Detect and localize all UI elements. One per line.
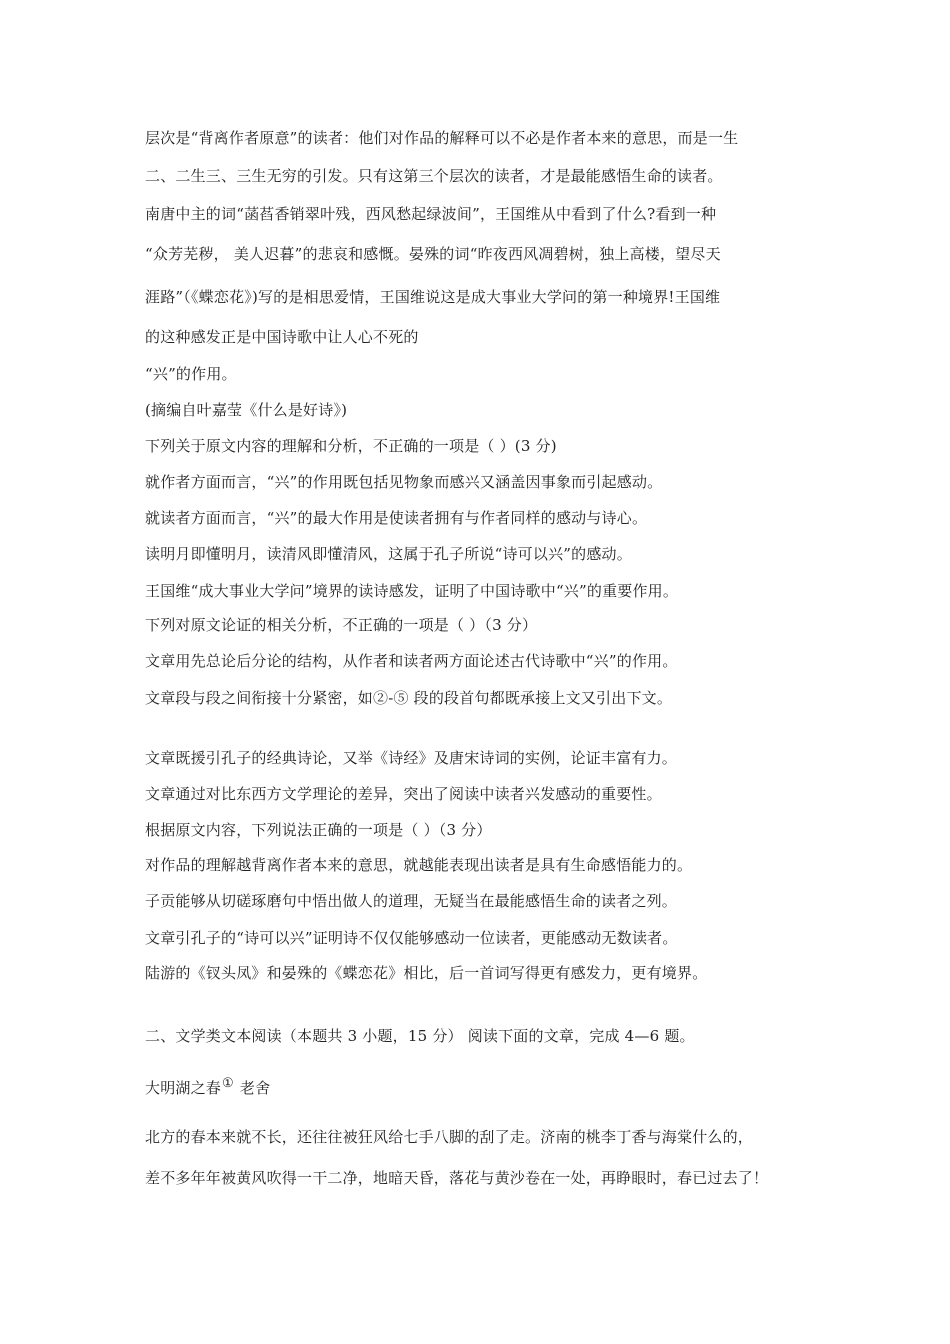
option-line: 对作品的理解越背离作者本来的意思，就越能表现出读者是具有生命感悟能力的。 xyxy=(145,856,693,874)
text-line: 涯路”（《蝶恋花》)写的是相思爱情，王国维说这是成大事业大学问的第一种境界!王国维 xyxy=(145,288,721,306)
option-line: 文章用先总论后分论的结构，从作者和读者两方面论述古代诗歌中“兴”的作用。 xyxy=(145,652,678,670)
footnote-mark: ① xyxy=(222,1076,234,1091)
body-line: 差不多年年被黄风吹得一干二净，地暗天昏，落花与黄沙卷在一处，再睁眼时，春已过去了！ xyxy=(145,1169,769,1187)
article-title-text: 大明湖之春 xyxy=(145,1079,222,1097)
text-line: 的这种感发正是中国诗歌中让人心不死的 xyxy=(145,328,419,346)
text-line: 南唐中主的词“菡萏香销翠叶残，西风愁起绿波间”，王国维从中看到了什么?看到一种 xyxy=(145,205,717,223)
question-2: 下列对原文论证的相关分析，不正确的一项是（ ）（3 分） xyxy=(145,616,538,634)
option-line: 就读者方面而言，“兴”的最大作用是使读者拥有与作者同样的感动与诗心。 xyxy=(145,509,648,527)
option-line: 就作者方面而言，“兴”的作用既包括见物象而感兴又涵盖因事象而引起感动。 xyxy=(145,473,663,491)
option-line: 文章既援引孔子的经典诗论，又举《诗经》及唐宋诗词的实例，论证丰富有力。 xyxy=(145,749,678,767)
body-line: 北方的春本来就不长，还往往被狂风给七手八脚的刮了走。济南的桃李丁香与海棠什么的， xyxy=(145,1128,754,1146)
option-line: 读明月即懂明月，读清风即懂清风，这属于孔子所说“诗可以兴”的感动。 xyxy=(145,545,632,563)
option-line: 文章引孔子的“诗可以兴”证明诗不仅仅能够感动一位读者，更能感动无数读者。 xyxy=(145,929,678,947)
text-line: “兴”的作用。 xyxy=(145,365,237,383)
article-title xyxy=(145,1074,270,1098)
option-line: 文章通过对比东西方文学理论的差异，突出了阅读中读者兴发感动的重要性。 xyxy=(145,785,662,803)
text-line: “众芳芜秽， 美人迟暮”的悲哀和感慨。晏殊的词“昨夜西风凋碧树，独上高楼，望尽天 xyxy=(145,245,721,263)
option-line: 陆游的《钗头凤》和晏殊的《蝶恋花》相比，后一首词写得更有感发力，更有境界。 xyxy=(145,964,708,982)
option-line: 王国维“成大事业大学问”境界的读诗感发，证明了中国诗歌中“兴”的重要作用。 xyxy=(145,582,679,600)
question-3: 根据原文内容，下列说法正确的一项是（ ）（3 分） xyxy=(145,821,492,839)
section-heading: 二、文学类文本阅读（本题共 3 小题，15 分） 阅读下面的文章，完成 4—6 题。 xyxy=(145,1027,695,1045)
question-1: 下列关于原文内容的理解和分析，不正确的一项是（ ）(3 分) xyxy=(145,437,557,455)
text-line: 二、二生三、三生无穷的引发。只有这第三个层次的读者，才是最能感悟生命的读者。 xyxy=(145,167,723,185)
article-author: 老舍 xyxy=(239,1079,271,1097)
source-citation: (摘编自叶嘉莹《什么是好诗》) xyxy=(145,401,348,419)
option-line: 子贡能够从切磋琢磨句中悟出做人的道理，无疑当在最能感悟生命的读者之列。 xyxy=(145,892,678,910)
text-line: 层次是“背离作者原意”的读者：他们对作品的解释可以不必是作者本来的意思，而是一生 xyxy=(145,129,739,147)
option-line: 文章段与段之间衔接十分紧密，如②-⑤ 段的段首句都既承接上文又引出下文。 xyxy=(145,689,673,707)
